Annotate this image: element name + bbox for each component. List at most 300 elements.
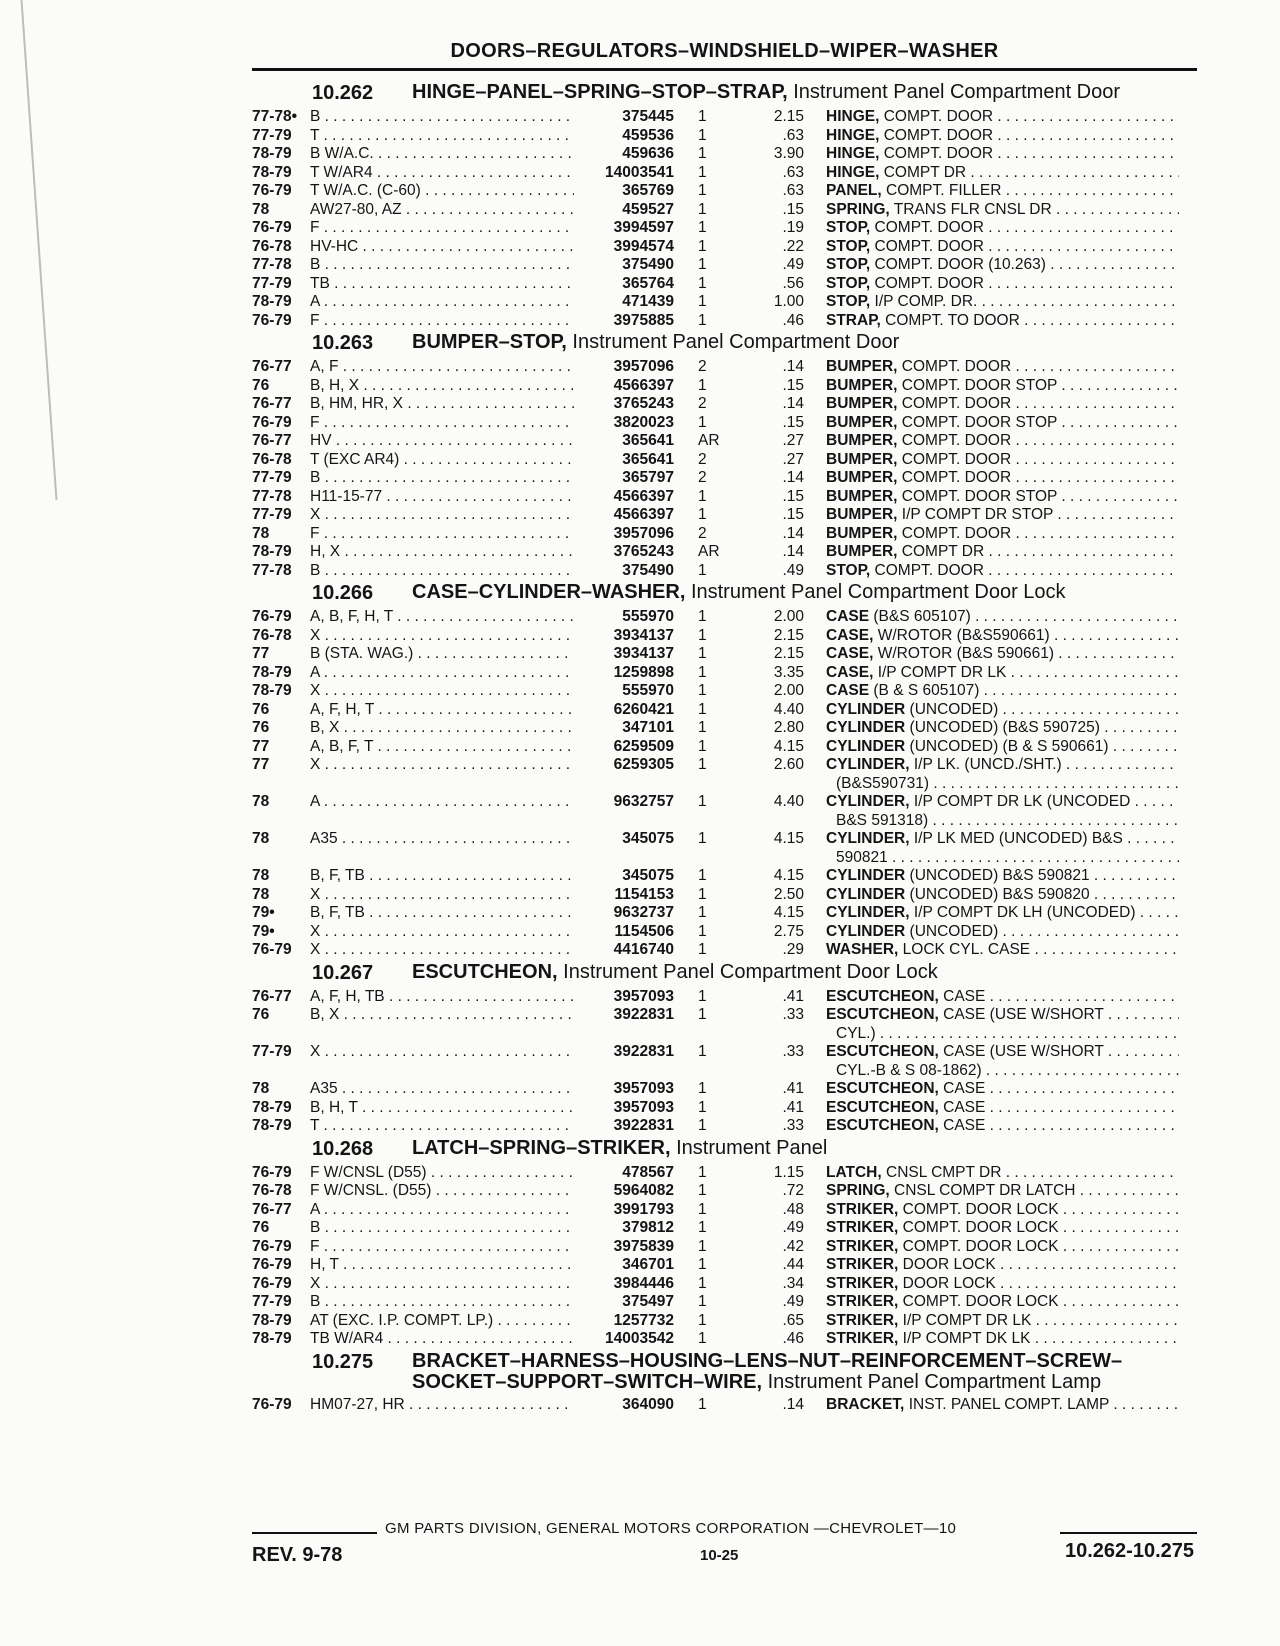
description-name: STRIKER, (826, 1330, 899, 1347)
section-title-rest: Instrument Panel Compartment Door (787, 81, 1121, 103)
part-description (804, 830, 1179, 867)
description-line (826, 988, 1179, 1007)
description-line (826, 793, 1179, 812)
description-name: CASE (826, 608, 870, 625)
model-year: 76-77 (252, 395, 292, 412)
description-name: STOP, (826, 219, 871, 236)
price: .41 (782, 1080, 804, 1097)
price: 2.60 (773, 756, 804, 773)
description-line (826, 645, 1179, 664)
price: .41 (782, 987, 804, 1005)
part-row (252, 1201, 1197, 1220)
model-year: 78-79 (252, 543, 292, 560)
section-number: 10.267 (312, 961, 374, 984)
part-description (804, 1201, 1179, 1220)
price: 3.90 (773, 145, 804, 162)
catalog-section (252, 1138, 1197, 1349)
part-row (252, 1293, 1197, 1312)
part-row (252, 256, 1197, 275)
part-description (804, 432, 1179, 451)
model-application: F W/CNSL (D55) . . . (310, 1164, 574, 1183)
part-description (804, 377, 1179, 396)
part-description (804, 1293, 1179, 1312)
model-application: X . . . (310, 627, 574, 646)
description-text: COMPT. DOOR . . . (875, 238, 1179, 255)
description-line (826, 201, 1179, 220)
part-description (804, 886, 1179, 905)
part-description (804, 108, 1179, 127)
model-application: A, B, F, T . . . (310, 738, 574, 757)
part-description (804, 793, 1179, 830)
model-application: X . . . (310, 506, 574, 525)
part-description (804, 1080, 1179, 1099)
part-row (252, 1117, 1197, 1136)
description-text: B&S 591318) . . . (836, 812, 1179, 829)
price: 2.15 (773, 645, 804, 662)
quantity: 2 (698, 395, 707, 412)
description-text: COMPT. DOOR . . . (884, 127, 1179, 144)
part-description (804, 941, 1179, 960)
part-description (804, 275, 1179, 294)
model-year: 76-79 (252, 608, 292, 625)
description-name: LATCH, (826, 1163, 882, 1181)
model-application: H11-15-77 . . . (310, 488, 574, 507)
price: .27 (782, 450, 804, 468)
price: 2.00 (773, 608, 804, 625)
quantity: 1 (698, 1200, 707, 1218)
quantity: 1 (698, 274, 707, 292)
section-heading (252, 1138, 1197, 1161)
quantity: 1 (698, 1117, 707, 1134)
price: .19 (782, 219, 804, 236)
model-year: 77-79 (252, 274, 292, 292)
model-year: 76-79 (252, 1395, 292, 1413)
description-text: COMPT. DOOR STOP . . . (902, 377, 1179, 394)
part-description (804, 1238, 1179, 1257)
part-description (804, 1164, 1179, 1183)
part-number: 365641 (622, 432, 674, 449)
part-number: 3984446 (613, 1274, 674, 1292)
description-text: DOOR LOCK . . . (903, 1256, 1179, 1273)
part-row (252, 275, 1197, 294)
description-text: I/P COMPT DR STOP . . . (902, 506, 1179, 523)
quantity: 1 (698, 200, 707, 218)
description-line (826, 451, 1179, 470)
quantity: 1 (698, 987, 707, 1005)
model-application: A, F, H, T . . . (310, 701, 574, 720)
part-row (252, 988, 1197, 1007)
part-row (252, 127, 1197, 146)
part-row (252, 377, 1197, 396)
part-description (804, 145, 1179, 164)
model-application: A . . . (310, 293, 574, 312)
part-number: 364090 (622, 1395, 674, 1413)
part-number: 5964082 (613, 1182, 674, 1199)
model-year: 77 (252, 756, 270, 773)
part-number: 3957093 (613, 987, 674, 1005)
part-number: 379812 (622, 1219, 674, 1236)
part-number: 375490 (622, 561, 674, 579)
part-number: 555970 (622, 682, 674, 699)
quantity: 1 (698, 1237, 707, 1255)
description-line (826, 182, 1179, 201)
catalog-section (252, 82, 1197, 330)
model-year: 78-79 (252, 1311, 292, 1329)
description-line (826, 127, 1179, 146)
description-text: CNSL COMPT DR LATCH . . . (894, 1182, 1179, 1199)
section-title-rest: Instrument Panel Compartment Lamp (762, 1370, 1102, 1393)
quantity: 1 (698, 237, 707, 255)
price: .65 (782, 1311, 804, 1329)
part-row (252, 1080, 1197, 1099)
part-row (252, 1238, 1197, 1257)
model-year: 76-77 (252, 432, 292, 449)
part-number: 3934137 (613, 626, 674, 644)
description-text: COMPT. DOOR . . . (875, 562, 1179, 579)
price: .14 (782, 524, 804, 542)
description-text: (UNCODED) B&S 590820 . . . (910, 886, 1179, 903)
description-name: STRIKER, (826, 1274, 899, 1292)
part-row (252, 1312, 1197, 1331)
model-year: 78 (252, 524, 270, 542)
description-name: BUMPER, (826, 413, 898, 431)
price: .42 (782, 1237, 804, 1255)
description-line (826, 941, 1179, 960)
section-heading (252, 82, 1197, 105)
part-row (252, 1164, 1197, 1183)
part-number: 3975885 (613, 311, 674, 329)
description-line (826, 395, 1179, 414)
description-text: (B&S590731) . . . (836, 775, 1179, 792)
model-year: 76-79 (252, 219, 292, 236)
model-year: 78 (252, 793, 270, 810)
model-application: T W/AR4 . . . (310, 164, 574, 183)
model-year: 77-78 (252, 256, 292, 273)
description-text: COMPT. DOOR . . . (902, 469, 1179, 486)
model-year: 79• (252, 922, 275, 940)
description-line (826, 238, 1179, 257)
price: .48 (782, 1200, 804, 1218)
description-text: I/P COMP. DR. . . . (875, 293, 1179, 310)
model-application: X . . . (310, 1043, 574, 1080)
part-number: 471439 (622, 293, 674, 310)
price: .49 (782, 1293, 804, 1310)
quantity: 1 (698, 219, 707, 236)
quantity: 1 (698, 293, 707, 310)
model-year: 77-78 (252, 561, 292, 579)
model-application: A, B, F, H, T . . . (310, 608, 574, 627)
section-title-rest: Instrument Panel Compartment Door Lock (685, 581, 1066, 603)
description-text: COMPT. DOOR . . . (902, 358, 1179, 375)
description-line (826, 1025, 1179, 1044)
model-year: 76-79 (252, 1163, 292, 1181)
model-application: B, H, X . . . (310, 377, 574, 396)
description-text: I/P LK. (UNCD./SHT.) . . . (914, 756, 1179, 773)
footer-revision: REV. 9-78 (252, 1544, 343, 1566)
price: .15 (782, 413, 804, 431)
part-number: 3922831 (613, 1043, 674, 1060)
part-number: 375497 (622, 1293, 674, 1310)
part-number: 3957093 (613, 1080, 674, 1097)
model-year: 78-79 (252, 663, 292, 681)
parts-listing (252, 80, 1197, 1414)
description-line (826, 719, 1179, 738)
part-description (804, 1256, 1179, 1275)
description-text: I/P COMPT DR LK . . . (903, 1312, 1179, 1329)
part-row (252, 719, 1197, 738)
part-number: 9632737 (613, 904, 674, 921)
model-year: 77 (252, 645, 270, 662)
part-row (252, 164, 1197, 183)
model-year: 76-78 (252, 1182, 292, 1199)
model-year: 78-79 (252, 1330, 292, 1347)
part-description (804, 451, 1179, 470)
quantity: 1 (698, 922, 707, 940)
description-line (826, 1330, 1179, 1349)
quantity: 1 (698, 311, 707, 329)
price: .14 (782, 358, 804, 375)
price: 4.15 (773, 830, 804, 847)
part-number: 4566397 (613, 376, 674, 394)
quantity: 1 (698, 561, 707, 579)
description-name: HINGE, (826, 145, 880, 162)
description-line (826, 525, 1179, 544)
model-year: 76-77 (252, 987, 292, 1005)
part-number: 345075 (622, 867, 674, 884)
description-text: COMPT. DOOR LOCK . . . (903, 1238, 1179, 1255)
quantity: 1 (698, 487, 707, 505)
section-heading (252, 582, 1197, 605)
part-row (252, 312, 1197, 331)
part-row (252, 395, 1197, 414)
model-application: B, F, TB . . . (310, 904, 574, 923)
description-line (826, 1080, 1179, 1099)
description-text: I/P COMPT DK LK . . . (903, 1330, 1179, 1347)
section-title (412, 1351, 1182, 1393)
description-line (826, 1117, 1179, 1136)
model-year: 77 (252, 737, 270, 755)
description-line (826, 543, 1179, 562)
price: .15 (782, 487, 804, 505)
quantity: 1 (698, 126, 707, 144)
model-application: AT (EXC. I.P. COMPT. LP.) . . . (310, 1312, 574, 1331)
description-text: COMPT. FILLER . . . (886, 182, 1179, 199)
model-application: F . . . (310, 1238, 574, 1257)
model-year: 76-79 (252, 1237, 292, 1255)
model-year: 76-79 (252, 1256, 292, 1273)
section-title-bold: CASE–CYLINDER–WASHER, (412, 581, 686, 603)
price: .44 (782, 1256, 804, 1273)
part-row (252, 627, 1197, 646)
part-row (252, 506, 1197, 525)
footer-page-number: 10-25 (700, 1547, 739, 1564)
part-row (252, 867, 1197, 886)
part-row (252, 182, 1197, 201)
price: 4.15 (773, 904, 804, 921)
part-description (804, 1275, 1179, 1294)
part-number: 9632757 (613, 793, 674, 810)
section-title (412, 962, 1182, 985)
part-description (804, 238, 1179, 257)
part-number: 6259509 (613, 737, 674, 755)
model-year: 78-79 (252, 293, 292, 310)
model-year: 78-79 (252, 1098, 292, 1116)
part-number: 459536 (622, 126, 674, 144)
description-text: LOCK CYL. CASE . . . (903, 941, 1179, 958)
quantity: 2 (698, 524, 707, 542)
model-application: H, X . . . (310, 543, 574, 562)
price: 2.00 (773, 682, 804, 699)
model-year: 79• (252, 904, 275, 921)
model-application: B, H, T . . . (310, 1099, 574, 1118)
model-application: B . . . (310, 1293, 574, 1312)
price: .63 (782, 163, 804, 181)
description-name: ESCUTCHEON, (826, 1098, 939, 1116)
part-number: 14003541 (605, 163, 674, 181)
quantity: 1 (698, 830, 707, 847)
part-row (252, 756, 1197, 793)
description-line (826, 682, 1179, 701)
part-description (804, 395, 1179, 414)
part-description (804, 164, 1179, 183)
catalog-section (252, 962, 1197, 1136)
part-number: 1154153 (614, 885, 674, 903)
description-name: ESCUTCHEON, (826, 1117, 939, 1134)
model-application: A . . . (310, 664, 574, 683)
part-number: 346701 (622, 1256, 674, 1273)
model-year: 77-79 (252, 126, 292, 144)
description-name: STRIKER, (826, 1200, 899, 1218)
description-name: STOP, (826, 256, 871, 273)
part-row (252, 201, 1197, 220)
footer-rule-left (252, 1532, 377, 1534)
model-year: 76 (252, 719, 270, 736)
description-name: CYLINDER (826, 700, 906, 718)
quantity: 1 (698, 737, 707, 755)
description-text: COMPT. DOOR STOP . . . (902, 414, 1179, 431)
description-line (826, 358, 1179, 377)
description-name: BUMPER, (826, 450, 898, 468)
model-application: HM07-27, HR . . . (310, 1396, 574, 1415)
description-text: COMPT. DOOR LOCK . . . (903, 1201, 1179, 1218)
model-application: A, F . . . (310, 358, 574, 377)
price: .14 (782, 395, 804, 412)
part-row (252, 219, 1197, 238)
part-number: 1259898 (613, 663, 674, 681)
part-description (804, 256, 1179, 275)
description-line (826, 377, 1179, 396)
part-row (252, 738, 1197, 757)
model-application: B . . . (310, 562, 574, 581)
price: 4.40 (773, 793, 804, 810)
model-application: AW27-80, AZ . . . (310, 201, 574, 220)
part-number: 347101 (622, 719, 674, 736)
model-application: X . . . (310, 923, 574, 942)
description-name: CASE, (826, 626, 874, 644)
description-line (826, 164, 1179, 183)
model-application: B W/A.C. . . . (310, 145, 574, 164)
section-title-bold: BRACKET–HARNESS–HOUSING–LENS–NUT–REINFORCEMENT–SCREW–SOCKET–SUPPORT–SWITCH–WIRE, (412, 1349, 1123, 1393)
description-text: COMPT. DOOR . . . (884, 145, 1179, 162)
part-description (804, 525, 1179, 544)
model-application: T (EXC AR4) . . . (310, 451, 574, 470)
part-description (804, 1182, 1179, 1201)
part-description (804, 645, 1179, 664)
description-line (826, 830, 1179, 849)
part-number: 365641 (622, 450, 674, 468)
description-line (826, 506, 1179, 525)
price: 4.40 (773, 700, 804, 718)
price: 2.50 (773, 885, 804, 903)
part-row (252, 1043, 1197, 1080)
part-number: 3765243 (613, 395, 674, 412)
description-line (826, 432, 1179, 451)
page-header-title: DOORS–REGULATORS–WINDSHIELD–WIPER–WASHER (450, 40, 999, 62)
part-row (252, 451, 1197, 470)
part-row (252, 1396, 1197, 1415)
model-year: 77-78• (252, 108, 298, 125)
part-number: 3975839 (613, 1237, 674, 1255)
description-name: BUMPER, (826, 376, 898, 394)
model-application: B . . . (310, 469, 574, 488)
model-year: 78-79 (252, 682, 292, 699)
price: .72 (782, 1182, 804, 1199)
description-line (826, 1256, 1179, 1275)
description-text: (UNCODED) . . . (910, 701, 1179, 718)
description-name: STOP, (826, 293, 871, 310)
model-application: TB W/AR4 . . . (310, 1330, 574, 1349)
model-year: 78-79 (252, 163, 292, 181)
description-line (826, 1293, 1179, 1312)
part-row (252, 358, 1197, 377)
quantity: 1 (698, 182, 707, 199)
description-text: (B&S 605107) . . . (873, 608, 1179, 625)
part-number: 3957096 (613, 524, 674, 542)
model-year: 76-79 (252, 941, 292, 958)
description-name: CYLINDER, (826, 756, 910, 773)
quantity: 1 (698, 1330, 707, 1347)
part-number: 365797 (622, 469, 674, 486)
part-description (804, 682, 1179, 701)
part-description (804, 923, 1179, 942)
quantity: 1 (698, 756, 707, 773)
price: .27 (782, 432, 804, 449)
part-row (252, 543, 1197, 562)
model-application: TB . . . (310, 275, 574, 294)
part-description (804, 608, 1179, 627)
part-description (804, 562, 1179, 581)
description-name: CYLINDER (826, 922, 906, 940)
description-name: STRIKER, (826, 1256, 899, 1273)
description-text: INST. PANEL COMPT. LAMP . . . (909, 1396, 1179, 1413)
description-line (826, 1238, 1179, 1257)
description-line (826, 469, 1179, 488)
description-text: CASE . . . (943, 1080, 1179, 1097)
part-row (252, 1219, 1197, 1238)
part-row (252, 645, 1197, 664)
part-row (252, 830, 1197, 867)
model-application: X . . . (310, 886, 574, 905)
part-description (804, 1219, 1179, 1238)
section-heading (252, 332, 1197, 355)
price: 4.15 (773, 867, 804, 884)
section-title-rest: Instrument Panel Compartment Door Lock (557, 960, 938, 983)
model-application: F . . . (310, 312, 574, 331)
description-text: (UNCODED) B&S 590821 . . . (910, 867, 1179, 884)
description-text: COMPT. DOOR STOP . . . (902, 488, 1179, 505)
quantity: 1 (698, 663, 707, 681)
description-line (826, 108, 1179, 127)
